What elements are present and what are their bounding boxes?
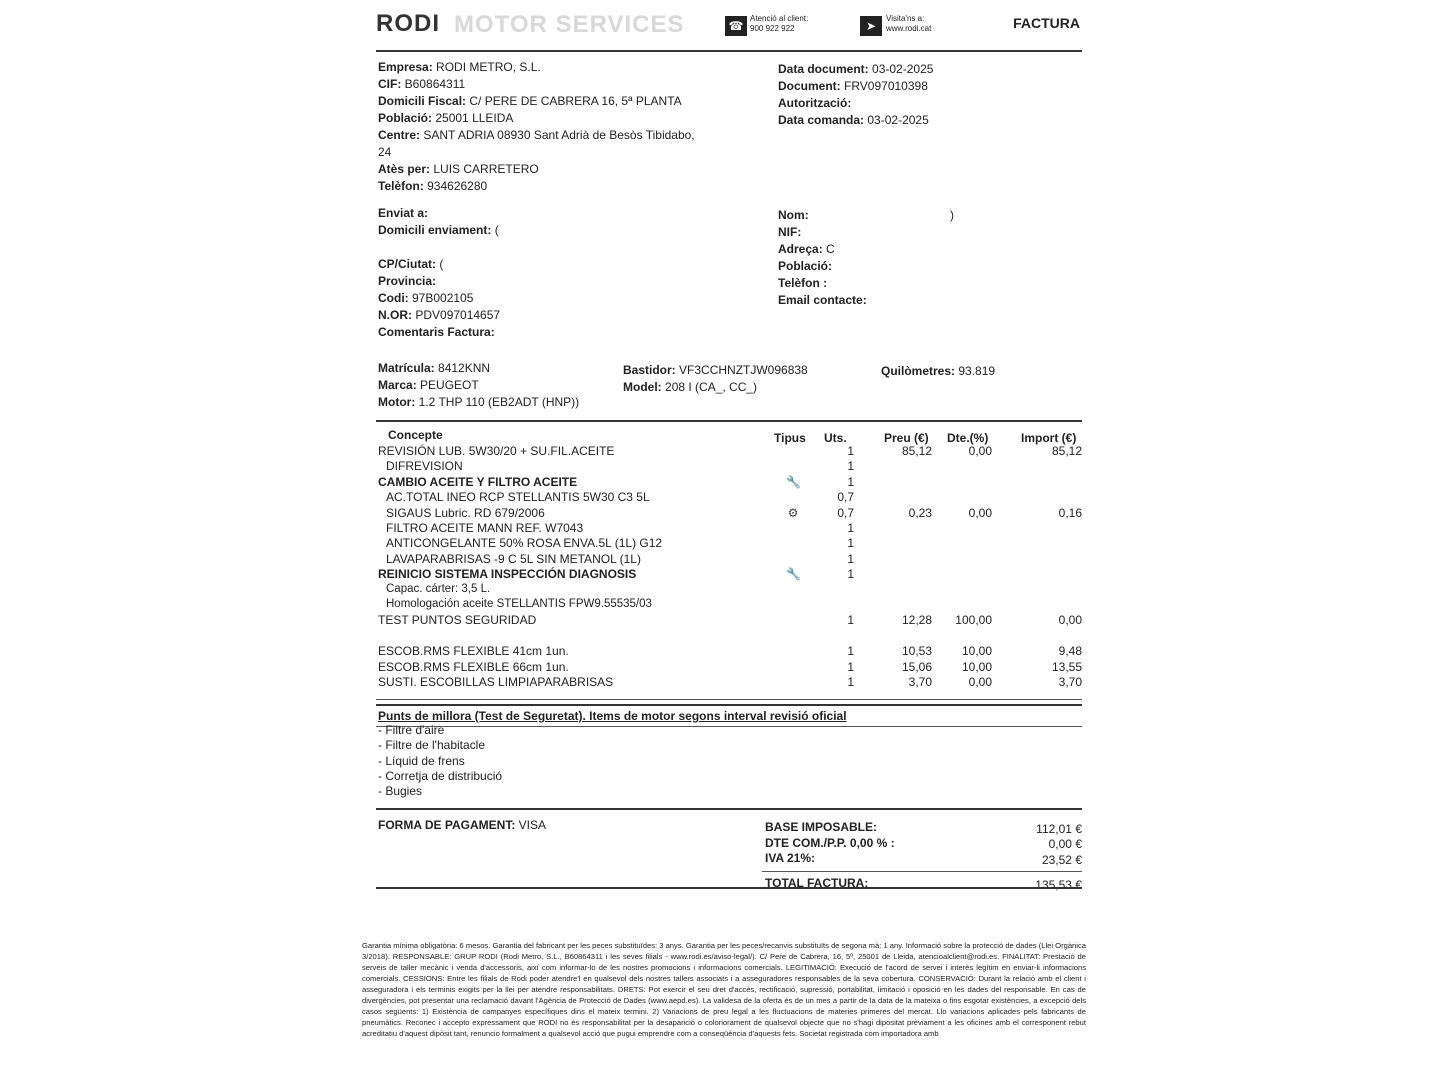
uts-cell: 0,7 bbox=[837, 505, 854, 520]
customer-line: Email contacte: bbox=[778, 293, 867, 307]
document-line: Document: FRV097010398 bbox=[778, 79, 928, 93]
vehicle-left bbox=[378, 360, 579, 411]
table-row bbox=[360, 598, 1090, 614]
company-block bbox=[378, 59, 695, 195]
document-type: FACTURA bbox=[1013, 15, 1080, 31]
document-block bbox=[778, 61, 933, 129]
base-imposable-value: 112,01 € bbox=[1036, 822, 1082, 836]
table-row bbox=[360, 459, 1090, 475]
document-line: Data document: 03-02-2025 bbox=[778, 62, 934, 76]
col-preu-header: Preu (€) bbox=[884, 431, 929, 445]
company-line: Atès per: LUIS CARRETERO bbox=[378, 162, 539, 176]
vehicle-mid bbox=[623, 362, 808, 396]
uts-cell: 1 bbox=[847, 567, 854, 582]
shipping-line: N.OR: PDV097014657 bbox=[378, 308, 501, 322]
uts-cell: 1 bbox=[847, 551, 854, 566]
phone-label: Atenció al client: bbox=[750, 14, 809, 23]
discount-cell: 10,00 bbox=[961, 659, 992, 674]
concept-cell: ESCOB.RMS FLEXIBLE 66cm 1un. bbox=[378, 659, 569, 674]
amount-cell: 3,70 bbox=[1058, 675, 1082, 689]
col-uts-header: Uts. bbox=[824, 431, 847, 445]
document-line: Data comanda: 03-02-2025 bbox=[778, 113, 929, 127]
payment-method bbox=[378, 818, 546, 832]
customer-line: Telèfon : bbox=[778, 276, 828, 290]
concept-cell: Homologación aceite STELLANTIS FPW9.55535/03 bbox=[386, 598, 652, 610]
phone-block bbox=[750, 14, 808, 34]
table-row bbox=[360, 675, 1090, 691]
bastidor-line: Bastidor: VF3CCHNZTJW096838 bbox=[623, 363, 808, 377]
uts-cell: 0,7 bbox=[837, 490, 854, 505]
uts-cell: 1 bbox=[847, 675, 854, 689]
matricula-line: Matrícula: 8412KNN bbox=[378, 361, 491, 375]
phone-icon: ☎ bbox=[725, 16, 747, 36]
improvement-item: - Filtre d'aire bbox=[378, 723, 445, 737]
phone-number: 900 922 922 bbox=[750, 24, 795, 33]
shipping-line: Codi: 97B002105 bbox=[378, 291, 474, 305]
uts-cell: 1 bbox=[847, 474, 854, 489]
table-row bbox=[360, 629, 1090, 645]
price-cell: 15,06 bbox=[901, 659, 932, 674]
discount-cell: 0,00 bbox=[968, 444, 992, 458]
concept-cell: Capac. cárter: 3,5 L. bbox=[386, 582, 491, 595]
gear-icon: ⚙ bbox=[787, 505, 799, 520]
base-imposable-label: BASE IMPOSABLE: bbox=[765, 820, 878, 834]
improvement-points-title: Punts de millora (Test de Seguretat). Items de motor segons interval revisió oficial bbox=[378, 709, 847, 723]
customer-block bbox=[778, 207, 958, 309]
concept-cell: ANTICONGELANTE 50% ROSA ENVA.5L (1L) G12 bbox=[386, 536, 663, 551]
company-line: CIF: B60864311 bbox=[378, 77, 466, 91]
totals-top-divider bbox=[376, 808, 1082, 810]
customer-line: NIF: bbox=[778, 225, 802, 239]
shipping-line: Enviat a: bbox=[378, 206, 429, 220]
km-line: Quilòmetres: 93.819 bbox=[881, 364, 996, 378]
discount-cell: 0,00 bbox=[968, 505, 992, 520]
improvement-item: - Bugies bbox=[378, 784, 423, 798]
company-line: Domicili Fiscal: C/ PERE DE CABRERA 16, 5ª PLANTA bbox=[378, 94, 682, 108]
invoice-page bbox=[360, 0, 1090, 1080]
table-row bbox=[360, 660, 1090, 676]
motor-line: Motor: 1.2 THP 110 (EB2ADT (HNP)) bbox=[378, 395, 580, 409]
shipping-line: Provincia: bbox=[378, 274, 437, 288]
customer-line: Adreça: C bbox=[778, 242, 835, 256]
footer-divider bbox=[376, 887, 1082, 889]
shipping-line: Domicili enviament: ( bbox=[378, 223, 499, 237]
web-url: www.rodi.cat bbox=[886, 24, 932, 33]
concept-cell: CAMBIO ACEITE Y FILTRO ACEITE bbox=[378, 474, 578, 489]
table-row bbox=[360, 475, 1090, 491]
uts-cell: 1 bbox=[847, 521, 854, 535]
table-bottom-divider bbox=[376, 699, 1082, 700]
table-row bbox=[360, 490, 1090, 506]
uts-cell: 1 bbox=[847, 613, 854, 628]
table-row bbox=[360, 506, 1090, 522]
table-row bbox=[360, 613, 1090, 629]
discount-label: DTE COM./P.P. 0,00 % : bbox=[765, 836, 895, 850]
concept-cell: AC.TOTAL INEO RCP STELLANTIS 5W30 C3 5L bbox=[386, 490, 650, 505]
company-line: Telèfon: 934626280 bbox=[378, 179, 488, 193]
concept-cell: REINICIO SISTEMA INSPECCIÓN DIAGNOSIS bbox=[378, 567, 637, 582]
concept-cell: FILTRO ACEITE MANN REF. W7043 bbox=[386, 521, 584, 535]
improvement-item: - Corretja de distribució bbox=[378, 769, 503, 783]
concept-cell: ESCOB.RMS FLEXIBLE 41cm 1un. bbox=[378, 644, 569, 659]
improvement-item: - Líquid de frens bbox=[378, 754, 465, 768]
uts-cell: 1 bbox=[847, 459, 854, 474]
discount-cell: 0,00 bbox=[968, 675, 992, 689]
table-row bbox=[360, 567, 1090, 583]
shipping-line bbox=[378, 239, 500, 256]
uts-cell: 1 bbox=[847, 444, 854, 458]
price-cell: 12,28 bbox=[901, 613, 932, 628]
web-block bbox=[886, 14, 931, 34]
shipping-line: Comentaris Factura: bbox=[378, 325, 495, 339]
company-line: Empresa: RODI METRO, S.L. bbox=[378, 60, 541, 74]
price-cell: 85,12 bbox=[901, 444, 932, 458]
model-line: Model: 208 I (CA_, CC_) bbox=[623, 380, 758, 394]
legal-text: Garantia mínima obligatòria: 6 mesos. Garantia del fabricant per les peces substituïdes: 3 anys. Garantia per les peces/recanvis substituïts de segona mà: 1 any. Informació sobre la protecció de dades (Llei Orgànica 3/2018). RESPONSABLE: GRUP RODI (Rodi Metro, S.L., B60864311 i les seves filials - www.rodi.es/aviso-legal/). C/ Pere de Cabrera, 16, 5º, 25001 de Lleida, atencioalclient@rodi.es. FINALITAT: Prestació de serveis de taller mecànic i venda d'accessoris, així com informar-lo de les nostres promocions i informacions comercials. LEGITIMACIÓ: Execució de l'acord de servei i interès legítim en enviar-li informacions comercials. CESSIONS: Entre les filials de Rodi poder atendre'l en qualsevol dels nostres tallers associats i a asseguradores responsables de la seva cobertura. CONSERVACIÓ: Durant la relació amb el client i asseguradora i els terminis exigits per la llei per atendre responsabilitats. DRETS: Pot exercir el seu dret d'accés, rectificació, supressió, portabilitat, limitació i oposició en les dades del responsable. En cas de divergències, pot presentar una reclamació davant l'Agència de Protecció de Dades (www.aepd.es). La validesa de la oferta és de un mes a partir de la data de la mateixa o fins esgotar existències, a excepció dels casos següents: 1) Existència de campanyes específiques dins el mateix termini. 2) Variacions de preu legal a les fluctuacions de materies primeres del mercat. Llo variacions aplicades pels fabricants de pneumàtics. Reconec i accepto expressament que RODI no és responsabilitat per la desaparició o coloriorament de qualsevol objecte que no s'hagi dipositat prèviament a les oficines amb el corresponent rebut acreditatiu d'aquest dipòsit tant, renuncio formalment a qualsevol acció que pugui emprendre com a conseqüència d'aquests fets. Societat registrada com importadora amb bbox=[362, 941, 1086, 1038]
total-label: TOTAL FACTURA: bbox=[765, 876, 869, 890]
uts-cell: 1 bbox=[847, 536, 854, 551]
price-cell: 0,23 bbox=[908, 505, 932, 520]
table-row bbox=[360, 583, 1090, 599]
table-row bbox=[360, 644, 1090, 660]
total-divider bbox=[762, 871, 1082, 872]
concept-cell: TEST PUNTOS SEGURIDAD bbox=[378, 613, 537, 628]
logo-tagline: MOTOR SERVICES bbox=[454, 11, 685, 38]
shipping-line: CP/Ciutat: ( bbox=[378, 257, 444, 271]
marca-line: Marca: PEUGEOT bbox=[378, 378, 479, 392]
concept-cell: REVISIÓN LUB. 5W30/20 + SU.FIL.ACEITE bbox=[378, 444, 615, 458]
iva-label: IVA 21%: bbox=[765, 851, 816, 865]
table-bottom-divider-2 bbox=[376, 704, 1082, 706]
price-cell: 3,70 bbox=[908, 675, 932, 689]
amount-cell: 85,12 bbox=[1051, 444, 1082, 458]
company-line: Centre: SANT ADRIA 08930 Sant Adrià de Besòs Tibidabo, bbox=[378, 128, 695, 142]
discount-value: 0,00 € bbox=[1048, 837, 1082, 851]
table-row bbox=[360, 444, 1090, 460]
payment-value: VISA bbox=[518, 818, 547, 832]
amount-cell: 9,48 bbox=[1058, 644, 1082, 659]
discount-cell: 100,00 bbox=[955, 613, 992, 628]
cursor-icon: ➤ bbox=[860, 16, 882, 36]
iva-value: 23,52 € bbox=[1041, 853, 1082, 867]
wrench-icon: 🔧 bbox=[786, 474, 801, 489]
customer-line: Nom: ) bbox=[778, 208, 954, 222]
concept-cell: LAVAPARABRISAS -9 C 5L SIN METANOL (1L) bbox=[386, 551, 641, 566]
table-row bbox=[360, 552, 1090, 568]
uts-cell: 1 bbox=[847, 659, 854, 674]
improvement-item: - Filtre de l'habitacle bbox=[378, 738, 486, 752]
document-line: Autorització: bbox=[778, 96, 852, 110]
col-import-header: Import (€) bbox=[1021, 431, 1077, 445]
concept-cell: SUSTI. ESCOBILLAS LIMPIAPARABRISAS bbox=[378, 675, 614, 689]
col-concept-header: Concepte bbox=[388, 428, 443, 442]
price-cell: 10,53 bbox=[901, 644, 932, 659]
improvement-divider bbox=[376, 726, 1082, 727]
vehicle-right bbox=[881, 363, 995, 380]
wrench-icon: 🔧 bbox=[786, 567, 801, 582]
table-top-divider bbox=[376, 420, 1082, 422]
header-divider bbox=[376, 50, 1082, 52]
col-dte-header: Dte.(%) bbox=[947, 431, 989, 445]
concept-cell: DIFREVISION bbox=[386, 459, 463, 474]
col-tipus-header: Tipus bbox=[774, 431, 806, 445]
customer-line: Població: bbox=[778, 259, 833, 273]
table-row bbox=[360, 536, 1090, 552]
web-label: Visita'ns a: bbox=[886, 14, 925, 23]
rodi-logo: RODI bbox=[376, 10, 440, 37]
shipping-block bbox=[378, 205, 500, 341]
amount-cell: 0,00 bbox=[1058, 613, 1082, 628]
company-line: 24 bbox=[378, 145, 392, 159]
table-row bbox=[360, 521, 1090, 537]
company-line: Població: 25001 LLEIDA bbox=[378, 111, 514, 125]
amount-cell: 0,16 bbox=[1058, 505, 1082, 520]
amount-cell: 13,55 bbox=[1051, 659, 1082, 674]
uts-cell: 1 bbox=[847, 644, 854, 659]
payment-label: FORMA DE PAGAMENT: bbox=[378, 818, 516, 832]
total-value: 135,53 € bbox=[1035, 878, 1082, 892]
concept-cell: SIGAUS Lubric. RD 679/2006 bbox=[386, 505, 545, 520]
discount-cell: 10,00 bbox=[961, 644, 992, 659]
